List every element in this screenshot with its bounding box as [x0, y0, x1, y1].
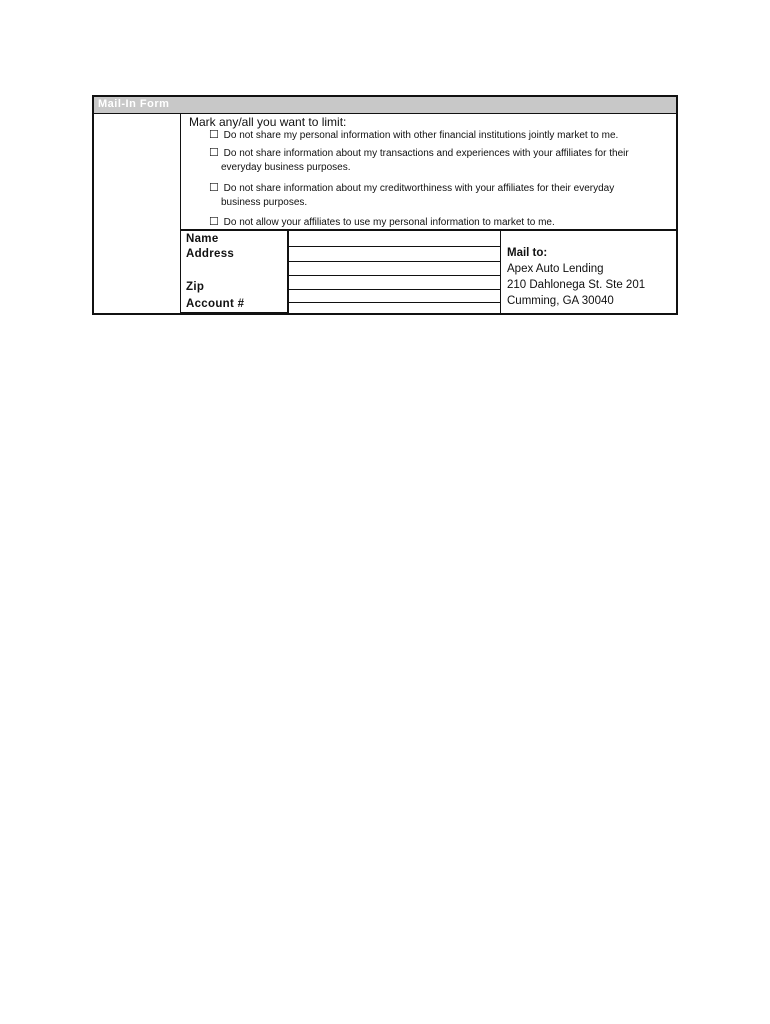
zip-label: Zip — [186, 281, 205, 293]
field-divider — [288, 275, 500, 276]
option-text: Do not share my personal information with other financial institutions jointly market to me. — [223, 130, 619, 141]
mail-to-title: Mail to: — [507, 247, 548, 259]
address-field[interactable] — [290, 248, 498, 260]
mailing-address — [507, 245, 645, 309]
street-address: 210 Dahlonega St. Ste 201 — [507, 279, 646, 291]
option-text: Do not share information about my creditworthiness with your affiliates for their everyday — [223, 183, 615, 194]
field-divider — [288, 302, 500, 303]
form-title: Mail-In Form — [98, 98, 170, 110]
limit-options-section — [182, 113, 676, 229]
checkbox-icon[interactable]: ☐ — [209, 129, 219, 141]
option-creditworthiness[interactable] — [209, 181, 669, 210]
option-affiliate-marketing[interactable] — [209, 215, 669, 230]
account-field[interactable] — [290, 304, 498, 316]
checkbox-icon[interactable]: ☐ — [209, 182, 219, 194]
field-divider — [288, 261, 500, 262]
field-inputs-column — [288, 231, 501, 313]
name-label: Name — [186, 233, 219, 245]
address-label: Address — [186, 248, 235, 260]
name-field[interactable] — [290, 232, 498, 244]
option-joint-marketing[interactable] — [209, 128, 669, 143]
form-header — [94, 97, 676, 114]
option-transactions[interactable] — [209, 146, 669, 175]
city-state-zip: Cumming, GA 30040 — [507, 295, 614, 307]
account-label: Account # — [186, 298, 245, 310]
option-text: Do not share information about my transactions and experiences with your affiliates for their — [223, 148, 629, 159]
contact-fields-section — [180, 229, 676, 313]
option-text-continued: business purposes. — [221, 197, 308, 208]
limit-instructions: Mark any/all you want to limit: — [189, 115, 347, 129]
checkbox-icon[interactable]: ☐ — [209, 147, 219, 159]
company-name: Apex Auto Lending — [507, 263, 604, 275]
checkbox-icon[interactable]: ☐ — [209, 216, 219, 228]
field-divider — [288, 246, 500, 247]
option-text: Do not allow your affiliates to use my personal information to market to me. — [223, 217, 555, 228]
left-margin-column — [94, 113, 181, 313]
mail-in-form — [92, 95, 678, 315]
option-text-continued: everyday business purposes. — [221, 162, 351, 173]
zip-field[interactable] — [290, 277, 498, 289]
field-labels-column — [180, 231, 289, 315]
field-divider — [288, 289, 500, 290]
address-field-line-2[interactable] — [290, 263, 498, 275]
